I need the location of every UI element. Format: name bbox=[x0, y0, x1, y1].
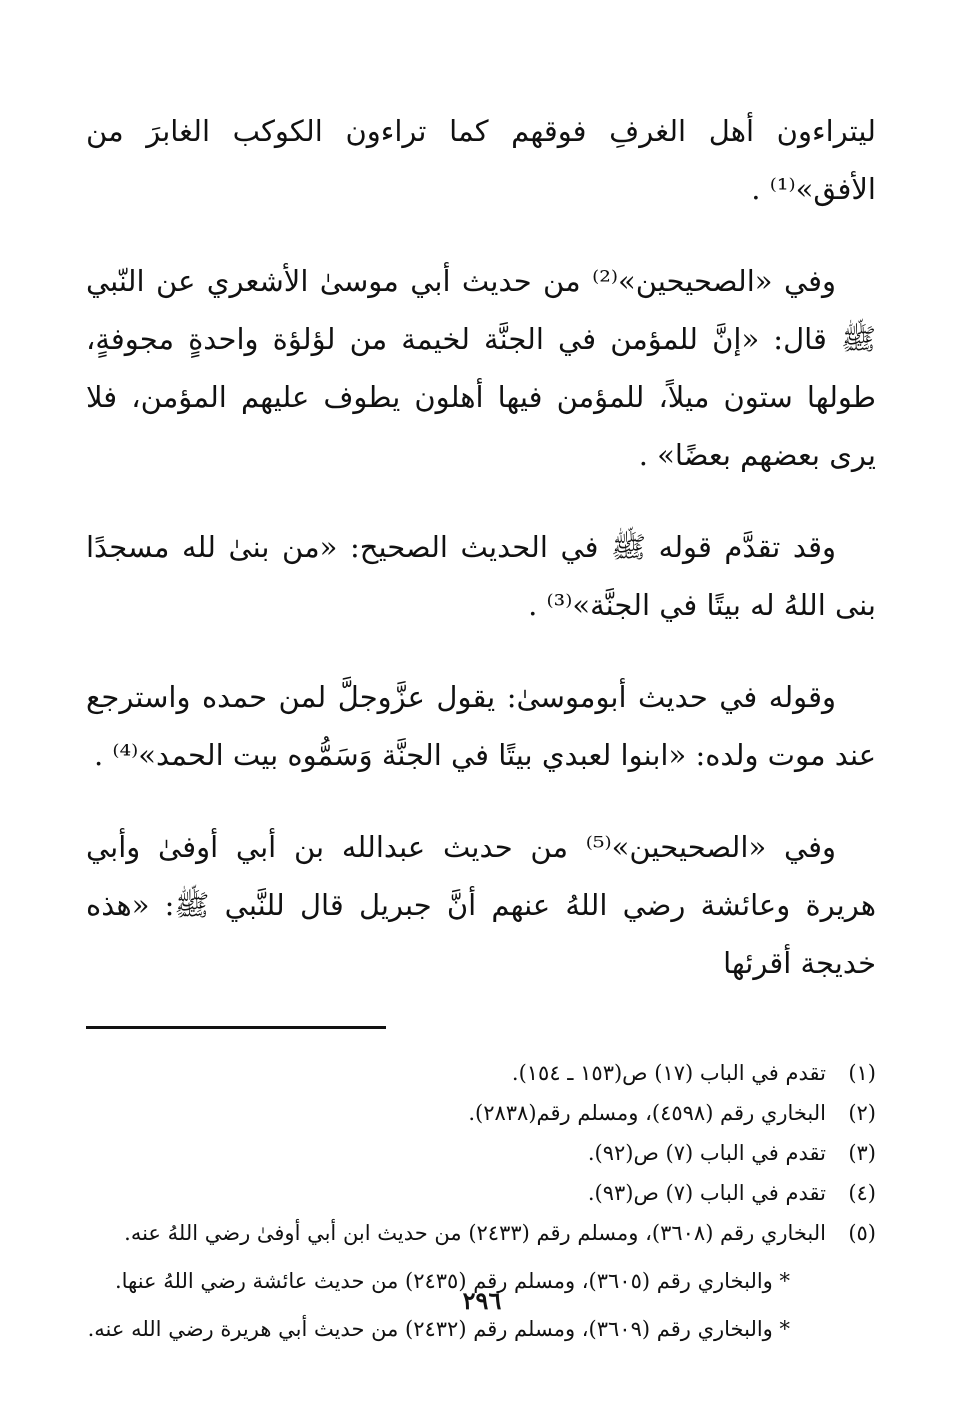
main-text bbox=[86, 102, 876, 992]
footnote-text: تقدم في الباب (٧) ص(٩٣). bbox=[587, 1181, 826, 1205]
footnote-number: (٢) bbox=[848, 1101, 876, 1125]
footnote-2 bbox=[86, 1093, 876, 1133]
sub-footnote-1: * والبخاري رقم (٣٦٠٥)، ومسلم رقم (٢٤٣٥) من حديث عائشة رضي اللهُ عنها. bbox=[114, 1269, 790, 1293]
footnote-number: (٥) bbox=[848, 1221, 876, 1245]
footnote-text: البخاري رقم (٣٦٠٨)، ومسلم رقم (٢٤٣٣) من حديث ابن أبي أوفىٰ رضي اللهُ عنه. bbox=[124, 1221, 826, 1245]
paragraph-1: ليتراءون أهل الغرفِ فوقهم كما تراءون الكوكب الغابرَ من الأفق»⁽¹⁾ . bbox=[86, 114, 876, 206]
footnote-1 bbox=[86, 1053, 876, 1093]
footnote-number: (١) bbox=[848, 1061, 876, 1085]
footnote-text: تقدم في الباب (٧) ص(٩٢). bbox=[587, 1141, 826, 1165]
footnote-text: تقدم في الباب (١٧) ص(١٥٣ ـ ١٥٤). bbox=[511, 1061, 826, 1085]
paragraph-3: وقد تقدَّم قوله ﷺ في الحديث الصحيح: «من بنىٰ لله مسجدًا بنى اللهُ له بيتًا في الجنَّة»⁽³⁾ . bbox=[86, 530, 876, 622]
footnote-5 bbox=[86, 1213, 876, 1253]
page-number: ٢٩٦ bbox=[462, 1286, 502, 1315]
footnote-3 bbox=[86, 1133, 876, 1173]
paragraph-4: وقوله في حديث أبوموسىٰ: يقول عزَّوجلَّ لمن حمده واسترجع عند موت ولده: «ابنوا لعبدي بيتًا في الجنَّة وَسَمُّوه بيت الحمد»⁽⁴⁾ . bbox=[86, 680, 876, 772]
footnote-text: البخاري رقم (٤٥٩٨)، ومسلم رقم(٢٨٣٨). bbox=[468, 1101, 826, 1125]
footnote-4 bbox=[86, 1173, 876, 1213]
book-page bbox=[86, 102, 876, 1349]
paragraph-5: وفي «الصحيحين»⁽⁵⁾ من حديث عبدالله بن أبي أوفىٰ وأبي هريرة وعائشة رضي اللهُ عنهم أنَّ جبريل قال للنَّبي ﷺ: «هذه خديجة أقرئها bbox=[86, 830, 876, 980]
footnote-number: (٣) bbox=[848, 1141, 876, 1165]
footnote-divider bbox=[86, 1026, 386, 1029]
footnote-number: (٤) bbox=[848, 1181, 876, 1205]
paragraph-2: وفي «الصحيحين»⁽²⁾ من حديث أبي موسىٰ الأشعري عن النّبي ﷺ قال: «إنَّ للمؤمن في الجنَّة لخيمة من لؤلؤة واحدةٍ مجوفةٍ، طولها ستون ميلاً، للمؤمن فيها أهلون يطوف عليهم المؤمن، فلا يرى بعضهم بعضًا» . bbox=[86, 264, 876, 472]
sub-footnote-2: * والبخاري رقم (٣٦٠٩)، ومسلم رقم (٢٤٣٢) من حديث أبي هريرة رضي الله عنه. bbox=[87, 1317, 790, 1341]
